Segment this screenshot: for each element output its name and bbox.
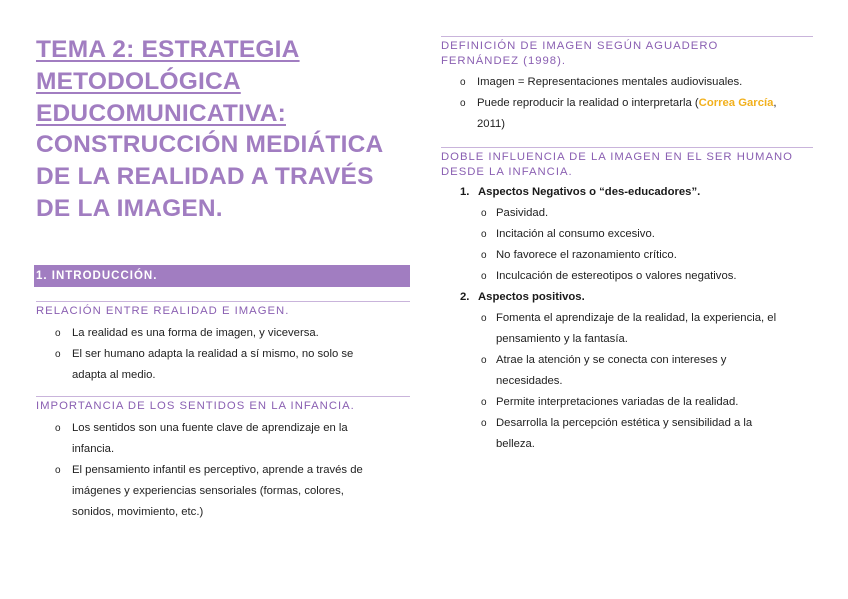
title-line: DE LA REALIDAD A TRAVÉS xyxy=(36,163,374,191)
subheading-definicion: DEFINICIÓN DE IMAGEN SEGÚN AGUADERO FERNÁNDEZ (1998). xyxy=(441,36,813,70)
list-item: o Inculcación de estereotipos o valores negativos. xyxy=(441,266,813,287)
title-line: METODOLÓGICA xyxy=(36,67,241,95)
list-item: o Atrae la atención y se conecta con intereses y necesidades. xyxy=(441,350,813,392)
subheading-doble-influencia: DOBLE INFLUENCIA DE LA IMAGEN EN EL SER HUMANO DESDE LA INFANCIA. xyxy=(441,147,813,181)
list-item-positivos xyxy=(441,287,813,455)
list-item: o El ser humano adapta la realidad a sí mismo, no solo se adapta al medio. xyxy=(36,344,410,386)
citation-highlight: Correa García xyxy=(698,97,774,109)
list-item: o Imagen = Representaciones mentales audiovisuales. xyxy=(441,72,813,93)
negativos-list xyxy=(478,203,813,287)
sentidos-list xyxy=(36,418,410,523)
title-line: DE LA IMAGEN. xyxy=(36,194,223,222)
list-item: o Permite interpretaciones variadas de la realidad. xyxy=(441,392,813,413)
list-item: o El pensamiento infantil es perceptivo, aprende a través de imágenes y experiencias sensoriales (formas, colores, sonidos, movimiento, etc.) xyxy=(36,460,410,523)
list-item: o Desarrolla la percepción estética y sensibilidad a la belleza. xyxy=(441,413,813,455)
list-item: o No favorece el razonamiento crítico. xyxy=(441,245,813,266)
item-number: 1. xyxy=(460,186,470,198)
definicion-list xyxy=(441,72,813,135)
item-number: 2. xyxy=(460,291,470,303)
list-item: o Incitación al consumo excesivo. xyxy=(441,224,813,245)
title-line: CONSTRUCCIÓN MEDIÁTICA xyxy=(36,131,384,159)
list-item: o Fomenta el aprendizaje de la realidad, la experiencia, el pensamiento y la fantasía. xyxy=(441,308,813,350)
main-title xyxy=(36,34,410,225)
positivos-list xyxy=(478,308,813,455)
doble-block xyxy=(441,147,813,455)
right-column xyxy=(441,36,813,455)
relacion-block xyxy=(36,301,410,386)
section-heading-introduccion: 1. INTRODUCCIÓN. xyxy=(34,265,410,287)
item-label: Aspectos positivos. xyxy=(478,291,585,303)
subheading-relacion: RELACIÓN ENTRE REALIDAD E IMAGEN. xyxy=(36,301,410,320)
subheading-sentidos: IMPORTANCIA DE LOS SENTIDOS EN LA INFANCIA. xyxy=(36,396,410,415)
list-item: o Puede reproducir la realidad o interpretarla (Correa García, 2011) xyxy=(441,93,813,135)
list-item: o Los sentidos son una fuente clave de aprendizaje en la infancia. xyxy=(36,418,410,460)
item-label: Aspectos Negativos o “des-educadores”. xyxy=(478,186,701,198)
sentidos-block xyxy=(36,396,410,523)
list-item: o La realidad es una forma de imagen, y viceversa. xyxy=(36,323,410,344)
title-line: EDUCOMUNICATIVA: xyxy=(36,99,286,127)
definicion-block xyxy=(441,36,813,135)
list-item: o Pasividad. xyxy=(441,203,813,224)
relacion-list xyxy=(36,323,410,386)
left-column xyxy=(36,34,410,523)
title-line: TEMA 2: ESTRATEGIA xyxy=(36,36,300,63)
doble-list xyxy=(441,182,813,455)
list-item-negativos xyxy=(441,182,813,287)
